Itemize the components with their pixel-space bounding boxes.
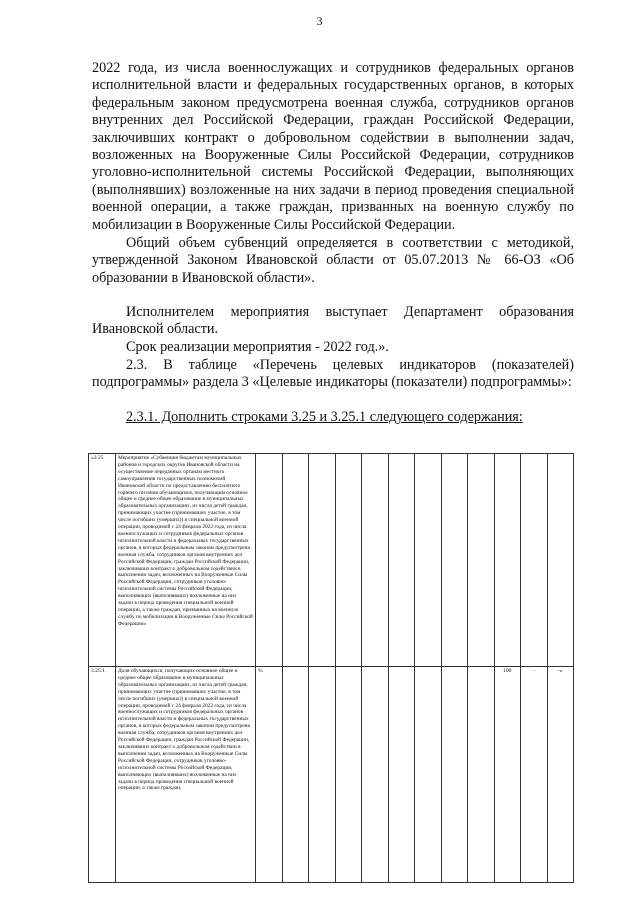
table-cell — [415, 667, 442, 883]
table-cell — [521, 454, 548, 667]
table-cell — [441, 454, 468, 667]
table-cell — [335, 667, 362, 883]
table-cell — [547, 454, 574, 667]
table-cell — [388, 667, 415, 883]
unit-cell: % — [256, 667, 283, 883]
table-cell — [309, 454, 336, 667]
paragraph-table-section: 2.3. В таблице «Перечень целевых индикаторов (показателей) подпрограммы» раздела 3 «Целевые индикаторы (показатели) подпрограммы»: — [92, 357, 574, 391]
table-cell — [388, 454, 415, 667]
paragraph-term: Срок реализации мероприятия - 2022 год.». — [126, 339, 389, 355]
paragraph-executor: Исполнителем мероприятия выступает Департамент образования Ивановской области. — [92, 304, 574, 338]
paragraph-subsidy-volume: Общий объем субвенций определяется в соответствии с методикой, утвержденной Законом Ивановской области от 05.07.2013 № 66-ОЗ «Об образовании в Ивановской области». — [92, 235, 574, 286]
table-cell — [415, 454, 442, 667]
table-cell — [309, 667, 336, 883]
table-cell — [362, 667, 389, 883]
table-row — [89, 667, 574, 883]
table-cell — [494, 454, 521, 667]
dash-cell: - — [521, 667, 548, 883]
table-row — [89, 454, 574, 667]
row-description: Мероприятие «Субвенция бюджетам муниципальных районов и городских округов Ивановской области на осуществление переданных органам местного самоуправления государственных полномочий Ивановской области по предоставлению бесплатного горячего питания обучающимся, получающим основное общее и среднее общее образование в муниципальных образовательных организациях, из числа детей граждан, принимающих участие (принимавших участие, в том числе погибших (умерших)) в специальной военной операции, проводимой с 24 февраля 2022 года, из числа военнослужащих и сотрудников федеральных органов исполнительной власти и федеральных государственных органов, в которых федеральным законом предусмотрена военная служба, сотрудников органов внутренних дел Российской Федерации, граждан Российской Федерации, заключивших контракт о добровольном содействии в выполнении задач, возложенных на Вооруженные Силы Российской Федерации, сотрудников уголовно-исполнительной системы Российской Федерации, выполняющих (выполнявших) возложенные на них задачи в период проведения специальной военной операции, а также граждан, призванных на военную службу по мобилизации в Вооруженные Силы Российской Федерации» — [116, 454, 256, 667]
table-cell — [441, 667, 468, 883]
table-cell — [282, 667, 309, 883]
paragraph-add-rows: 2.3.1. Дополнить строками 3.25 и 3.25.1 следующего содержания: — [126, 409, 523, 425]
table-cell — [362, 454, 389, 667]
table-cell — [335, 454, 362, 667]
row-description: Доля обучающихся, получающих основное общее и среднее общее образование в муниципальных образовательных организациях, из числа детей граждан, принимающих участие (принимавших участие, в том числе погибших (умерших)) в специальной военной операции, проводимой с 24 февраля 2022 года, из числа военнослужащих и сотрудников федеральных органов исполнительной власти и федеральных государственных органов, в которых федеральным законом предусмотрена военная служба, сотрудников органов внутренних дел Российской Федерации, граждан Российской Федерации, заключивших контракт о добровольном содействии в выполнении задач, возложенных на Вооруженные Силы Российской Федерации, сотрудников уголовно-исполнительной системы Российской Федерации, выполняющих (выполнявших) возложенные на них задачи в период проведения специальной военной операции, а также граждан, — [116, 667, 256, 883]
table-cell — [468, 454, 495, 667]
row-number: «3.25 — [89, 454, 116, 667]
row-number: 3.25.1 — [89, 667, 116, 883]
value-cell: 100 — [494, 667, 521, 883]
page-number: 3 — [316, 14, 323, 28]
indicators-table — [88, 453, 574, 883]
table-cell — [256, 454, 283, 667]
dash-cell: -» — [547, 667, 574, 883]
paragraph-continuation: 2022 года, из числа военнослужащих и сотрудников федеральных органов исполнительной власти и федеральных государственных органов, в которых федеральным законом предусмотрена военная служба, сотрудников органов внутренних дел Российской Федерации, граждан Российской Федерации, заключивших контракт о добровольном содействии в выполнении задач, возложенных на Вооруженные Силы Российской Федерации, сотрудников уголовно-исполнительной системы Российской Федерации, выполняющих (выполнявших) возложенные на них задачи в период проведения специальной военной операции, а также граждан, призванных на военную службу по мобилизации в Вооруженные Силы Российской Федерации. — [92, 60, 574, 233]
table-cell — [282, 454, 309, 667]
table-cell — [468, 667, 495, 883]
